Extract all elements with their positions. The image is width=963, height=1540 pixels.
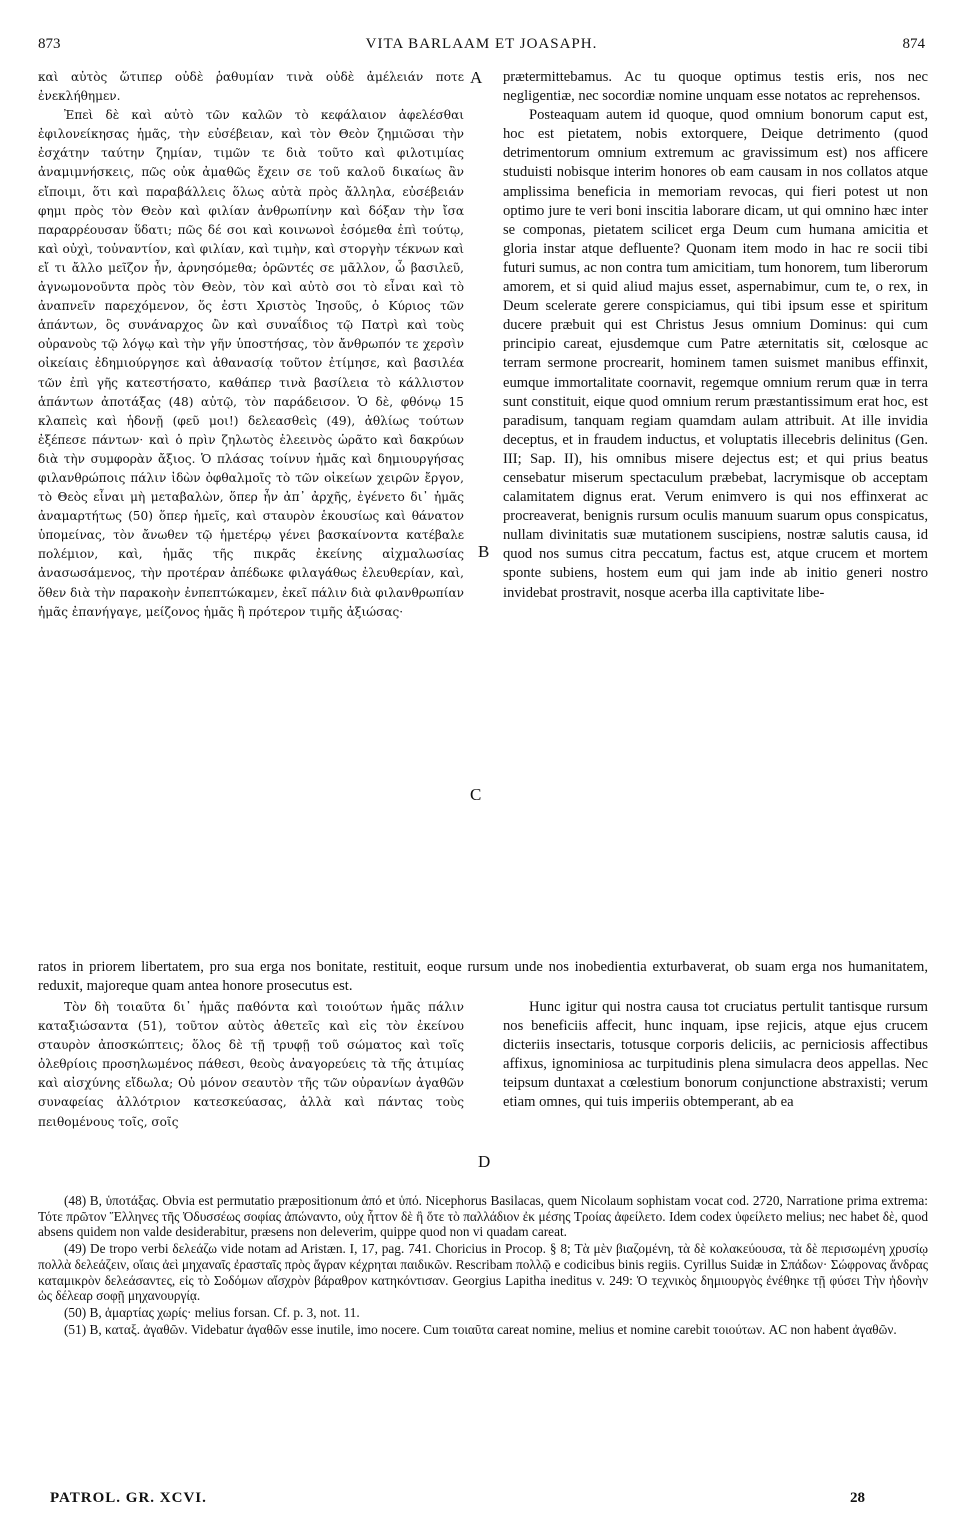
right-page-number: 874	[902, 36, 925, 52]
footer-series: PATROL. GR. XCVI.	[50, 1490, 207, 1506]
latin-paragraph-2: Posteaquam autem id quoque, quod omnium bonorum caput est, hoc est pietatem, nobis extorquere, Deique detrimento (quod detrimentorum omnium extremum ac gravissimum est) nos afficere studuisti nobisque interim honores ob eam causam in nos collatos atque amplissima beneficia in memoriam revocas, qui fieri potest ut non optimo jure te veri boni inscitia laborare dicam, ut qui omnino hæc inter se componas, pietatem scilicet erga Deum cum humana amicitia et gloria instar atque defluente? Quonam item modo in hac re socii tibi futuri sumus, ac non contra tum amicitiam, tum honorem, tum liberorum amorem, et si quid aliud majus esset, aspernabimur, cum te, o rex, in Deum scelerate gerere conspiciamus, qui tibi ipsum esse et spiritum ducere præbuit qui est Christus Jesus omnium Dominus: qui cum principio careat, ejusdemque cum Patre æternitatis sit, cœlosque ac terram sermone procrearit, hominem tamen suismet manibus effinxit, eumque immortalitate coornavit, regemque omnium rerum quæ in terra sunt constituit, eique quod omnium rerum præstantissimum erat hoc, est paradisum, tanquam regiam quamdam aulam attribuit. At ille invidia deceptus, et in fraudem inductus, et voluptatis illecebris delinitus (Gen. III; Sap. II), his omnibus misere dejectus est; et qui prius beatus censebatur miserum spectaculum præbebat, lacrymisque ob acceptam calamitatem dignus erat. Verum enimvero is qui nos effinxerat ac procreaverat, benignis rursum oculis manuum suarum opus conspicatus, nullam divinitatis suæ mutationem suscipiens, nostræ salutis causa, id quod nos sumus citra peccatum, factus est, atque crucem et mortem sponte subiens, hostem eum qui jam inde ab initio generi nostro invidebat prostravit, nosque acerba illa captivitate libe-	[503, 107, 928, 601]
footnote-48: (48) B, ὑποτάξας. Obvia est permutatio præpositionum ἀπό et ὑπό. Nicephorus Basilacas, quem Nicolaum sophistam vocat cod. 2720, Narratione prima extrema: Τότε πρῶτον Ἕλληνες τῆς Ὀδυσσέως σοφίας ἀπώναντο, οὐχ ἧττον δὲ ἢ ὅτε τὸ παλλάδιον ἐκ μέσης Τροίας ἀφείλετο. Idem codex ὑφείλετο melius; nec habet δὲ, quod absens quidem non valde desiderabitur, præsens non deleverim, quippe quod non vi quadam careat.	[38, 1193, 928, 1240]
greek-paragraph-2: Ἐπεὶ δὲ καὶ αὐτὸ τῶν καλῶν τὸ κεφάλαιον ἀφελέσθαι ἐφιλονείκησας ἡμᾶς, τὴν εὐσέβειαν, καὶ τὸν Θεὸν ζημιῶσαι τὴν ἐσχάτην ταύτην ζημίαν, τιμῶν τε διὰ τοῦτο καὶ φιλοτιμίας ἀναμιμνήσκεις, πῶς οὐκ ἀμαθῶς ἔχειν σε τοῦ καλοῦ δικαίως ἂν εἴποιμι, ὅτι καὶ παραβάλλεις ὅλως αὐτὰ πρὸς ἄλληλα, εὐσέβειάν φημι πρὸς τὸν Θεὸν καὶ φιλίαν ἀνθρωπίνην καὶ δόξαν τὴν ἴσα παραρρέουσαν ὕδατι; πῶς δέ σοι καὶ κοινωνοὶ ἐσόμεθα ἐπὶ τούτῳ, καὶ οὐχὶ, τοὐναντίον, καὶ φιλίαν, καὶ τιμὴν, καὶ στοργὴν τέκνων καὶ εἴ τι ἄλλο μεῖζον ἦν, ἀρνησόμεθα; ὁρῶντές σε μᾶλλον, ὦ βασιλεῦ, ἀγνωμονοῦντα πρὸς τὸν Θεὸν, τὸν καὶ αὐτὸ σοι τὸ εἶναι καὶ τὸ ἀναπνεῖν παρεχόμενον, ὅς ἐστι Χριστὸς Ἰησοῦς, ὁ Κύριος τῶν ἁπάντων, ὃς συνάναρχος ὢν καὶ συναΐδιος τῷ Πατρὶ καὶ τοὺς οὐρανοὺς τῷ λόγῳ καὶ τὴν γῆν ὑποστήσας, τὸν ἄνθρωπόν τε χερσὶν οἰκείαις ἐδημιούργησε καὶ ἀθανασίᾳ τοῦτον ἐτίμησε, καὶ βασιλέα τῶν ἐπὶ γῆς κατεστήσατο, καθάπερ τινὰ βασίλεια τὸ κάλλιστον ἁπάντων ἀποτάξας (48) αὐτῷ, τὸν παράδεισον. Ὁ δὲ, φθόνῳ 15 κλαπεὶς καὶ ἡδονῇ (φεῦ μοι!) δελεασθεὶς (49), ἀθλίως τούτων ἐξέπεσε πάντων· καὶ ὁ πρὶν ζηλωτὸς ἐλεεινὸς ὡρᾶτο καὶ δακρύων διὰ τὴν συμφορὰν ἄξιος. Ὁ πλάσας τοίνυν ἡμᾶς καὶ δημιουργήσας φιλανθρώποις πάλιν ἰδὼν ὀφθαλμοῖς τὸ τῶν οἰκείων χειρῶν ἔργον, τὸ Θεὸς εἶναι μὴ μεταβαλὼν, ὅπερ ἦν ἀπ᾽ ἀρχῆς, ἐγένετο δι᾽ ἡμᾶς ἀναμαρτήτως (50) ὅπερ ἡμεῖς, καὶ σταυρὸν ἑκουσίως καὶ θάνατον ὑπομείνας, τὸν ἄνωθεν τῷ ἡμετέρῳ γένει βασκαίνοντα κατέβαλε πολέμιον, καὶ, ἡμᾶς τῆς πικρᾶς ἐκείνης αἰχμαλωσίας ἀνασωσάμενος, τὴν προτέραν ἀπέδωκε φιλαγάθως ἐλευθερίαν, καὶ, ὅθεν διὰ τὴν παρακοὴν ἐνπεπτώκαμεν, ἐκεῖ πάλιν διὰ φιλανθρωπίαν ἡμᾶς ἐπανήγαγε, μείζονος ἡμᾶς ἢ πρότερον τιμῆς ἀξιώσας·	[38, 108, 464, 619]
latin-paragraph-1: prætermittebamus. Ac tu quoque optimus testis eris, nos nec negligentiæ, nec socordiæ nomine unquam esse notatos ac reprehensos.	[503, 69, 928, 105]
section-marker-b: B	[478, 542, 490, 561]
latin-paragraph-3: Hunc igitur qui nostra causa tot cruciatus pertulit tantisque rursum nos beneficiis affecit, hunc inquam, ipse rejicis, atque ejus crucem dicteriis insectaris, totusque corporis deliciis, ac perniciosis affectibus affixus, ignominiosa ac turpitudinis plena simulacra deos appellas. Nec teipsum duntaxat a cœlestium bonorum conjunctione abstraxisti; verum etiam omnes, qui tuis imperiis obtemperant, ab ea	[503, 999, 928, 1111]
footnote-50: (50) B, ἁμαρτίας χωρίς· melius forsan. Cf. p. 3, not. 11.	[64, 1304, 360, 1320]
latin-column	[503, 68, 928, 603]
full-width-latin-line: ratos in priorem libertatem, pro sua erga nos bonitate, restituit, eoque rursum unde nos inobedientia exturbaverat, ob suam erga nos humanitatem, reduxit, majoreque quam antea honore prosecutus est.	[38, 959, 928, 995]
running-header	[38, 36, 925, 58]
latin-column-lower	[503, 998, 928, 1113]
footer-sheet-number: 28	[850, 1490, 865, 1506]
left-page-number: 873	[38, 36, 61, 52]
page-footer	[50, 1490, 925, 1512]
greek-paragraph-1: καὶ αὐτὸς ὥτιπερ οὐδὲ ῥαθυμίαν τινὰ οὐδὲ ἀμέλειάν ποτε ἐνεκλήθημεν.	[38, 70, 464, 104]
section-marker-d: D	[478, 1152, 491, 1171]
greek-paragraph-3: Τὸν δὴ τοιαῦτα δι᾽ ἡμᾶς παθόντα καὶ τοιούτων ἡμᾶς πάλιν καταξιώσαντα (51), τοῦτον αὐτὸς ἀθετεῖς καὶ εἰς τὸν ἐκείνου σταυρὸν ἀποσκώπτεις; ὅλος δὲ τῇ τρυφῇ τοῦ σώματος καὶ τοῖς ὀλεθρίοις προσηλωμένος πάθεσι, θεοὺς ἀναγορεύεις τὰ τῆς ἀτιμίας καὶ αἰσχύνης εἴδωλα; Οὐ μόνον σεαυτὸν τῆς τῶν οὐρανίων ἀγαθῶν συναφείας ἀλλότριον κατεσκεύασας, ἀλλὰ καὶ πάντας τοὺς πειθομένους τοῖς, σοῖς	[38, 1000, 464, 1129]
section-marker-a: A	[470, 68, 483, 87]
footnote-51: (51) B, καταξ. ἀγαθῶν. Videbatur ἀγαθῶν esse inutile, imo nocere. Cum τοιαῦτα careat nomine, melius et nomine carebit τοιούτων. AC non habent ἀγαθῶν.	[64, 1321, 897, 1337]
section-marker-c: C	[470, 785, 482, 804]
footnote-49: (49) De tropo verbi δελεάζω vide notam ad Aristæn. I, 17, pag. 741. Choricius in Procop. § 8; Τὰ μὲν βιαζομένη, τὰ δὲ κολακεύουσα, τὰ δὲ περισωμένη χρυσίῳ πολλὰ δελεάζειν, οἵαις ἀεὶ μηχαναῖς ἐρασταῖς πρὸς ἄγραν κέχρηται παιδικῶν. Rescribam πολλῷ e codicibus binis regiis. Cyrillus Suidæ in Σπάδων· Σώφρονας ἄνδρας καταμικρὸν δελεάσαντες, εἰς τὸ Σοδόμων αἴσχρὸν βάραθρον κατηκόντισαν. Georgius Lapitha ineditus v. 249: Ὁ τεχνικὸς δημιουργὸς ἐνέθηκε τῇ φύσει Τὴν ἡδονὴν ὡς δέλεαρ σοφῇ μηχανουργίᾳ.	[38, 1241, 928, 1304]
footnotes	[38, 1193, 928, 1338]
running-title: VITA BARLAAM ET JOASAPH.	[365, 36, 598, 52]
greek-column	[38, 68, 464, 622]
greek-column-lower	[38, 998, 464, 1132]
